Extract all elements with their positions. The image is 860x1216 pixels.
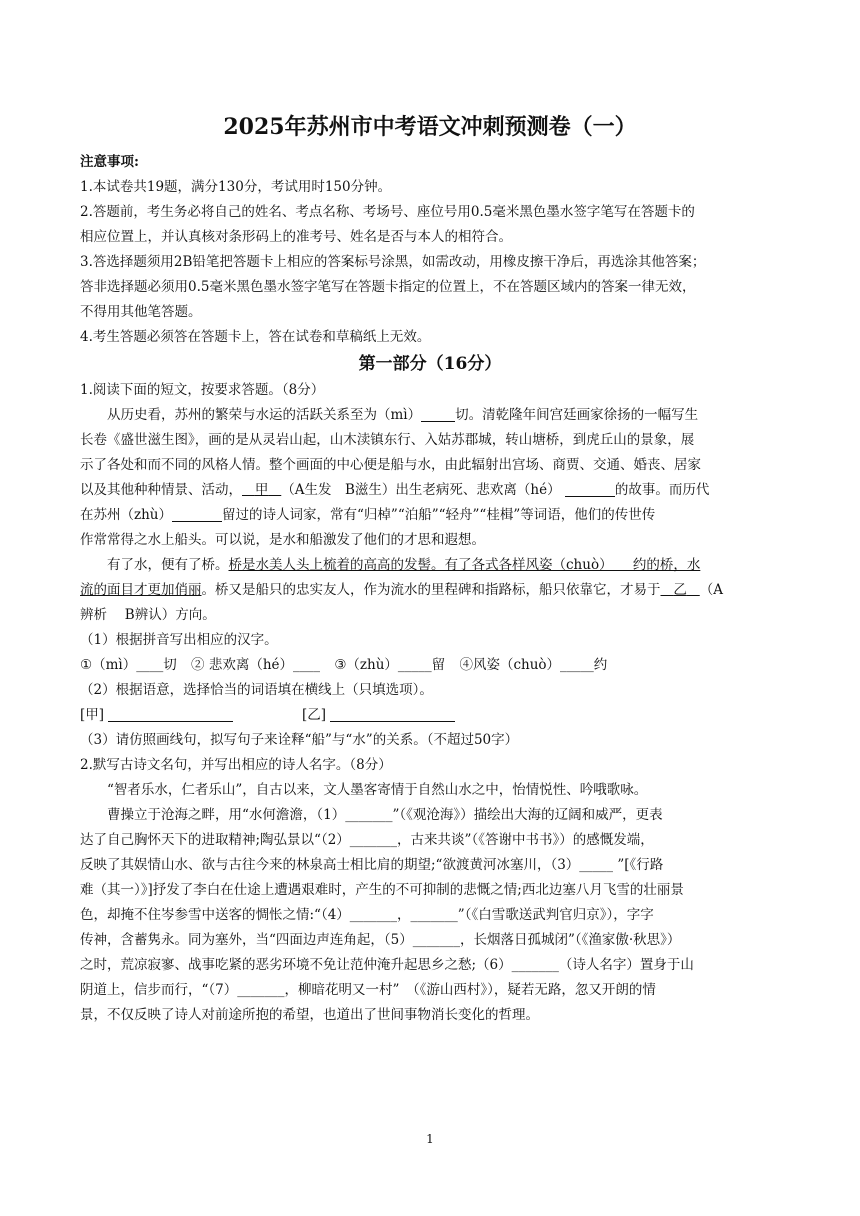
notice-item: 3.答选择题须用2B铅笔把答题卡上相应的答案标号涂黑，如需改动，用橡皮擦干净后，再选涂其他答案； <box>80 254 706 270</box>
passage-line <box>80 478 780 503</box>
subquestion-2-answers <box>80 703 780 728</box>
passage-text: （A <box>699 582 723 598</box>
passage-line: 长卷《盛世滋生图》，画的是从灵岩山起，山木渎镇东行、入姑苏郡城，转山塘桥，到虎丘山的景象，展 <box>80 432 695 448</box>
underlined-sentence: 桥是水美人头上梳着的高高的发髻。有了各式各样风姿（chuò） 约的桥，水 <box>228 557 701 573</box>
notice-item: 4.考生答题必须答在答题卡上，答在试卷和草稿纸上无效。 <box>80 329 431 345</box>
question-1-stem: 1.阅读下面的短文，按要求答题。（8分） <box>80 382 325 398</box>
pinyin-item: ③（zhù）_____留 <box>334 657 446 673</box>
subquestion-3: （3）请仿照画线句，拟写句子来诠释“船”与“水”的关系。（不超过50字） <box>80 732 519 748</box>
recitation-line: 传神，含蓄隽永。同为塞外，当“四面边声连角起，（5）_______，长烟落日孤城闭”（《渔家傲·秋思》） <box>80 932 681 948</box>
passage-line <box>80 503 780 528</box>
recitation-line: 曹操立于沧海之畔，用“水何澹澹，（1）_______”（《观沧海》）描绘出大海的辽阔和威严，更表 <box>107 807 663 823</box>
passage-text: 切。清乾隆年间宫廷画家徐扬的一幅写生 <box>455 407 699 423</box>
passage-text: 的故事。而历代 <box>614 482 710 498</box>
underlined-sentence: 流的面目才更加俏丽 <box>80 582 202 598</box>
notice-item: 2.答题前，考生务必将自己的姓名、考点名称、考场号、座位号用0.5毫米黑色墨水签字笔写在答题卡的 <box>80 204 695 220</box>
passage-line: 示了各处和而不同的风格人情。整个画面的中心便是船与水，由此辐射出宫场、商贾、交通、婚丧、居家 <box>80 457 701 473</box>
subquestion-1: （1）根据拼音写出相应的汉字。 <box>80 632 278 648</box>
passage-text: 。桥又是船只的忠实友人，作为流水的里程碑和指路标，船只依靠它，才易于 <box>201 582 661 598</box>
passage-text: 在苏州（zhù） <box>80 507 173 523</box>
recitation-line: 色，却掩不住岑参雪中送客的惆怅之情:“（4）_______，_______”（《白雪歌送武判官归京》），字字 <box>80 907 654 923</box>
passage-text: 从历史看，苏州的繁荣与水运的活跃关系至为（mì） <box>107 407 422 423</box>
subquestion-2: （2）根据语意，选择恰当的词语填在横线上（只填选项）。 <box>80 682 433 698</box>
notice-heading: 注意事项: <box>80 154 139 170</box>
notice-item: 1.本试卷共19题，满分130分，考试用时150分钟。 <box>80 179 392 195</box>
subquestion-1-answers <box>80 653 780 678</box>
notice-item: 答非选择题必须用0.5毫米黑色墨水签字笔写在答题卡指定的位置上，不在答题区域内的答案一律无效， <box>80 279 696 295</box>
passage-line <box>80 553 780 578</box>
yi-answer-blank[interactable] <box>330 705 455 722</box>
blank-yi-label: 乙 <box>673 582 687 598</box>
passage-line <box>80 578 780 603</box>
answer-blank[interactable] <box>565 480 615 497</box>
recitation-line: 达了自己胸怀天下的进取精神;陶弘景以“（2）_______，古来共谈”（《答谢中书书》）的感慨发端， <box>80 832 654 848</box>
jia-label: [甲] <box>80 707 105 723</box>
recitation-line: 之时，荒凉寂寥、战事吃紧的恶劣环境不免让范仲淹升起思乡之愁;（6）_______（诗人名字）置身于山 <box>80 957 694 973</box>
jia-answer-blank[interactable] <box>108 705 233 722</box>
passage-line: 作常常得之水上船头。可以说，是水和船激发了他们的才思和遐想。 <box>80 532 485 548</box>
blank-jia-label: 甲 <box>254 482 269 498</box>
passage-text: 以及其他种种情景、活动， <box>80 482 242 498</box>
passage-text: 有了水，便有了桥。 <box>107 557 229 573</box>
answer-blank[interactable] <box>421 405 455 422</box>
notice-item: 不得用其他笔答题。 <box>80 304 202 320</box>
pinyin-item: ①（mì）____切 <box>80 657 177 673</box>
part-one-heading: 第一部分（16分） <box>358 354 502 374</box>
yi-label: [乙] <box>301 707 326 723</box>
passage-text: 留过的诗人词家，常有“归棹”“泊船”“轻舟”“桂楫”等词语，他们的传世传 <box>222 507 656 523</box>
recitation-line: 阴道上，信步而行，“（7）_______，柳暗花明又一村” （《游山西村》），疑若无路，忽又开朗的情 <box>80 982 656 998</box>
notice-item: 相应位置上，并认真核对条形码上的准考号、姓名是否与本人的相符合。 <box>80 229 512 245</box>
pinyin-item: ② 悲欢离（hé）____ <box>191 657 321 673</box>
passage-line: 辨析 B辨认）方向。 <box>80 607 216 623</box>
passage-line <box>80 403 780 428</box>
passage-text: （A生发 B滋生）出生老病死、悲欢离（hé） <box>281 482 561 498</box>
recitation-line: 反映了其娱情山水、欲与古往今来的林泉高士相比肩的期望;“欲渡黄河冰塞川，（3）_____ ”[《行路 <box>80 857 664 873</box>
recitation-line: 难（其一）》]抒发了李白在仕途上遭遇艰难时，产生的不可抑制的悲慨之情;西北边塞八月飞雪的壮丽景 <box>80 882 684 898</box>
answer-blank[interactable] <box>172 505 222 522</box>
recitation-line: “智者乐水，仁者乐山”，自古以来，文人墨客寄情于自然山水之中，怡情悦性、吟哦歌咏。 <box>107 782 648 798</box>
exam-title: 2025年苏州市中考语文冲刺预测卷（一） <box>223 114 637 140</box>
question-2-stem: 2.默写古诗文名句，并写出相应的诗人名字。（8分） <box>80 757 392 773</box>
pinyin-item: ④风姿（chuò）_____约 <box>459 657 608 673</box>
page-number: 1 <box>426 1132 434 1146</box>
recitation-line: 景，不仅反映了诗人对前途所抱的希望，也道出了世间事物消长变化的哲理。 <box>80 1007 539 1023</box>
